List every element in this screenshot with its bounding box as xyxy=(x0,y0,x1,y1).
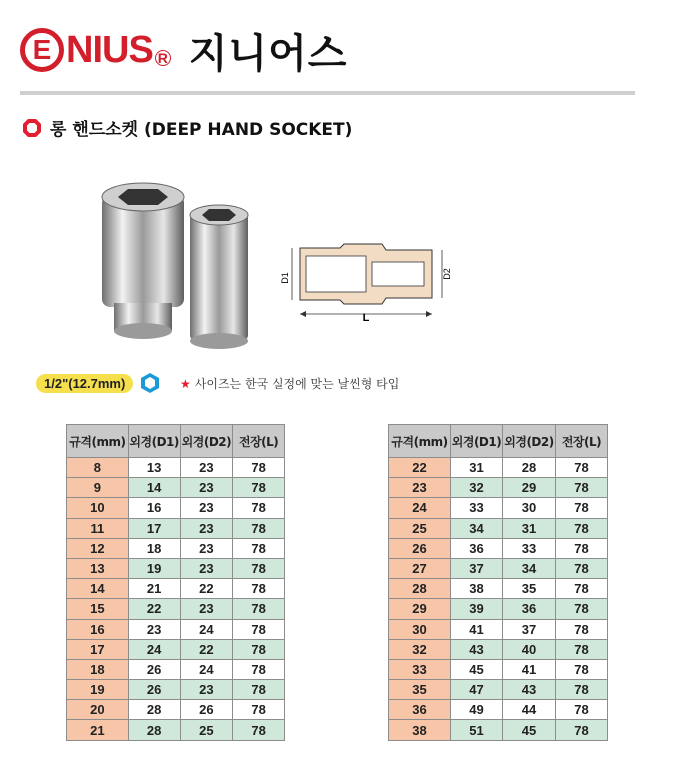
cell-d2: 30 xyxy=(503,498,556,518)
cell-length: 78 xyxy=(233,700,285,720)
header-d1: 외경(D1) xyxy=(128,425,180,458)
cell-length: 78 xyxy=(556,558,608,578)
table-row xyxy=(389,720,608,740)
cell-length: 78 xyxy=(233,458,285,478)
cell-size: 38 xyxy=(389,720,451,740)
cell-d2: 41 xyxy=(503,659,556,679)
cell-d2: 33 xyxy=(503,538,556,558)
cell-size: 27 xyxy=(389,558,451,578)
cell-size: 14 xyxy=(67,579,129,599)
table-header-row xyxy=(67,425,285,458)
header-length: 전장(L) xyxy=(556,425,608,458)
header-size: 규격(mm) xyxy=(389,425,451,458)
cell-d1: 32 xyxy=(451,478,503,498)
cell-length: 78 xyxy=(233,538,285,558)
cell-d2: 25 xyxy=(180,720,233,740)
cell-length: 78 xyxy=(233,720,285,740)
cell-length: 78 xyxy=(556,478,608,498)
cell-d2: 36 xyxy=(503,599,556,619)
cell-d1: 22 xyxy=(128,599,180,619)
cell-length: 78 xyxy=(233,680,285,700)
brand-korean-name: 지니어스 xyxy=(188,30,348,77)
cell-size: 25 xyxy=(389,518,451,538)
cell-size: 26 xyxy=(389,538,451,558)
logo-initial: E xyxy=(32,34,52,65)
cell-size: 21 xyxy=(67,720,129,740)
cell-size: 30 xyxy=(389,619,451,639)
cell-length: 78 xyxy=(556,458,608,478)
cell-d1: 24 xyxy=(128,639,180,659)
d1-label: D1 xyxy=(280,272,290,284)
brand-header xyxy=(20,24,347,76)
cell-size: 18 xyxy=(67,659,129,679)
spec-table-left-body xyxy=(67,458,285,741)
cell-length: 78 xyxy=(233,518,285,538)
table-row xyxy=(67,659,285,679)
cell-d2: 45 xyxy=(503,720,556,740)
hexagon-icon xyxy=(139,372,161,394)
cell-d1: 18 xyxy=(128,538,180,558)
section-title-text: 롱 핸드소켓 (DEEP HAND SOCKET) xyxy=(50,120,353,140)
cell-d1: 14 xyxy=(128,478,180,498)
cell-length: 78 xyxy=(556,498,608,518)
cell-d1: 13 xyxy=(128,458,180,478)
header-length: 전장(L) xyxy=(233,425,285,458)
table-row xyxy=(67,599,285,619)
table-row xyxy=(67,680,285,700)
table-row xyxy=(67,639,285,659)
table-row xyxy=(67,558,285,578)
cell-d2: 44 xyxy=(503,700,556,720)
cell-size: 24 xyxy=(389,498,451,518)
drive-size-label: 1/2"(12.7mm) xyxy=(36,374,133,393)
cell-length: 78 xyxy=(233,558,285,578)
cell-d1: 47 xyxy=(451,680,503,700)
cell-d2: 23 xyxy=(180,478,233,498)
header-divider xyxy=(20,91,635,95)
cell-d2: 26 xyxy=(180,700,233,720)
cell-d1: 16 xyxy=(128,498,180,518)
cell-d1: 49 xyxy=(451,700,503,720)
table-row xyxy=(389,599,608,619)
size-note xyxy=(180,375,399,392)
cell-d1: 37 xyxy=(451,558,503,578)
cell-d2: 35 xyxy=(503,579,556,599)
spec-table-right-body xyxy=(389,458,608,741)
cell-size: 36 xyxy=(389,700,451,720)
cell-length: 78 xyxy=(233,619,285,639)
genius-logo xyxy=(20,26,171,74)
cell-d2: 43 xyxy=(503,680,556,700)
cell-size: 19 xyxy=(67,680,129,700)
cell-length: 78 xyxy=(233,639,285,659)
length-label: L xyxy=(362,312,370,324)
cell-length: 78 xyxy=(556,518,608,538)
cell-size: 13 xyxy=(67,558,129,578)
table-row xyxy=(67,498,285,518)
cell-size: 35 xyxy=(389,680,451,700)
table-row xyxy=(389,498,608,518)
cell-length: 78 xyxy=(233,599,285,619)
cell-length: 78 xyxy=(556,720,608,740)
size-note-text: 사이즈는 한국 실정에 맞는 날씬형 타입 xyxy=(194,377,400,391)
cell-d1: 36 xyxy=(451,538,503,558)
table-row xyxy=(67,700,285,720)
cell-length: 78 xyxy=(233,659,285,679)
cell-d1: 34 xyxy=(451,518,503,538)
cell-size: 10 xyxy=(67,498,129,518)
cell-d2: 28 xyxy=(503,458,556,478)
star-icon: ★ xyxy=(180,377,191,391)
table-row xyxy=(389,478,608,498)
table-row xyxy=(389,558,608,578)
cell-d1: 28 xyxy=(128,720,180,740)
cell-d2: 23 xyxy=(180,458,233,478)
table-row xyxy=(67,478,285,498)
cell-size: 33 xyxy=(389,659,451,679)
cell-size: 9 xyxy=(67,478,129,498)
table-row xyxy=(389,659,608,679)
table-row xyxy=(389,680,608,700)
cell-d2: 23 xyxy=(180,538,233,558)
header-d2: 외경(D2) xyxy=(503,425,556,458)
section-title xyxy=(22,115,352,140)
table-row xyxy=(389,579,608,599)
d2-label: D2 xyxy=(442,268,452,280)
cell-d2: 23 xyxy=(180,518,233,538)
cell-length: 78 xyxy=(556,700,608,720)
cell-d2: 31 xyxy=(503,518,556,538)
cell-d2: 23 xyxy=(180,558,233,578)
table-row xyxy=(67,518,285,538)
cell-length: 78 xyxy=(556,680,608,700)
cell-d2: 37 xyxy=(503,619,556,639)
cell-d1: 21 xyxy=(128,579,180,599)
cell-length: 78 xyxy=(233,478,285,498)
logo-wordmark: NIUS xyxy=(66,29,153,71)
cell-length: 78 xyxy=(556,619,608,639)
cell-size: 28 xyxy=(389,579,451,599)
cell-d2: 29 xyxy=(503,478,556,498)
cell-d1: 38 xyxy=(451,579,503,599)
cell-size: 11 xyxy=(67,518,129,538)
cell-d1: 26 xyxy=(128,659,180,679)
cell-size: 17 xyxy=(67,639,129,659)
cell-d1: 51 xyxy=(451,720,503,740)
cell-d1: 26 xyxy=(128,680,180,700)
cell-size: 20 xyxy=(67,700,129,720)
socket-dimension-diagram xyxy=(282,238,454,322)
cell-size: 8 xyxy=(67,458,129,478)
cell-d1: 19 xyxy=(128,558,180,578)
header-size: 규격(mm) xyxy=(67,425,129,458)
cell-d1: 28 xyxy=(128,700,180,720)
spec-table-left xyxy=(66,424,285,741)
cell-d1: 43 xyxy=(451,639,503,659)
table-row xyxy=(67,538,285,558)
cell-size: 16 xyxy=(67,619,129,639)
cell-d2: 34 xyxy=(503,558,556,578)
cell-d2: 24 xyxy=(180,619,233,639)
spec-table-right xyxy=(388,424,608,741)
cell-d1: 31 xyxy=(451,458,503,478)
cell-length: 78 xyxy=(556,659,608,679)
cell-d2: 22 xyxy=(180,579,233,599)
table-row xyxy=(67,579,285,599)
cell-size: 23 xyxy=(389,478,451,498)
table-row xyxy=(67,458,285,478)
cell-length: 78 xyxy=(556,639,608,659)
cell-d1: 23 xyxy=(128,619,180,639)
cell-length: 78 xyxy=(556,579,608,599)
socket-product-photo xyxy=(92,175,262,355)
table-row xyxy=(389,619,608,639)
registered-mark: R xyxy=(155,50,171,66)
cell-d2: 23 xyxy=(180,599,233,619)
cell-d1: 39 xyxy=(451,599,503,619)
cell-d1: 45 xyxy=(451,659,503,679)
cell-d2: 40 xyxy=(503,639,556,659)
cell-length: 78 xyxy=(233,579,285,599)
cell-size: 29 xyxy=(389,599,451,619)
table-header-row xyxy=(389,425,608,458)
table-row xyxy=(389,639,608,659)
logo-g-mark xyxy=(20,28,64,72)
table-row xyxy=(389,458,608,478)
header-d1: 외경(D1) xyxy=(451,425,503,458)
table-row xyxy=(389,700,608,720)
drive-size-badge xyxy=(36,372,161,394)
cell-d2: 24 xyxy=(180,659,233,679)
cell-length: 78 xyxy=(556,599,608,619)
cell-d1: 33 xyxy=(451,498,503,518)
cell-size: 32 xyxy=(389,639,451,659)
cell-size: 12 xyxy=(67,538,129,558)
cell-length: 78 xyxy=(233,498,285,518)
cell-length: 78 xyxy=(556,538,608,558)
cell-size: 15 xyxy=(67,599,129,619)
cell-size: 22 xyxy=(389,458,451,478)
cell-d2: 23 xyxy=(180,680,233,700)
table-row xyxy=(67,619,285,639)
cell-d2: 23 xyxy=(180,498,233,518)
table-row xyxy=(67,720,285,740)
octagon-bullet-icon xyxy=(22,118,42,138)
header-d2: 외경(D2) xyxy=(180,425,233,458)
cell-d1: 17 xyxy=(128,518,180,538)
table-row xyxy=(389,538,608,558)
cell-d1: 41 xyxy=(451,619,503,639)
table-row xyxy=(389,518,608,538)
cell-d2: 22 xyxy=(180,639,233,659)
